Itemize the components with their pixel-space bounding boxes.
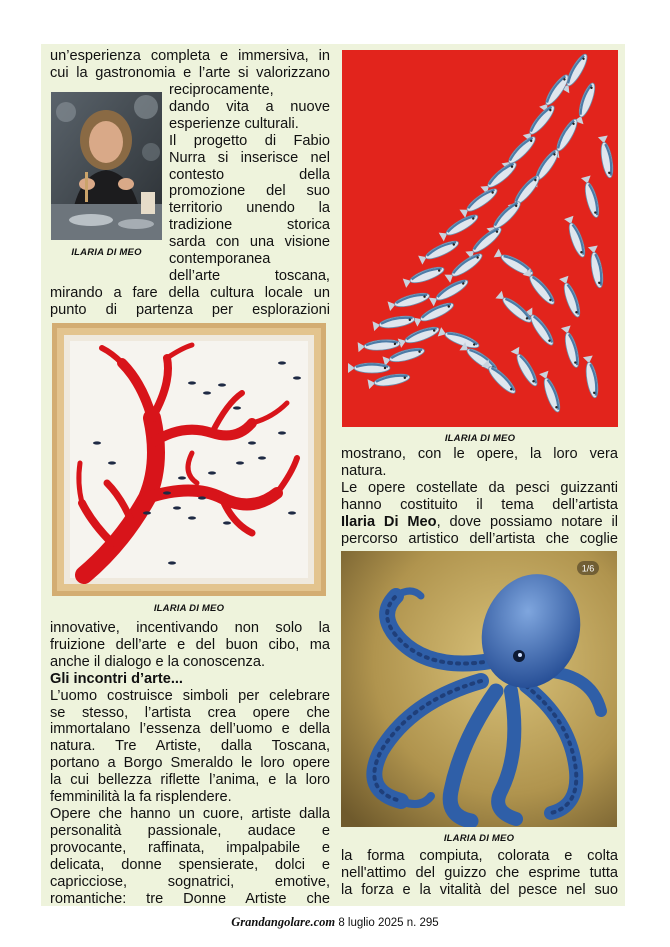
text-block-right-bottom <box>341 848 618 899</box>
text-line: natura. Tre Artiste, dalla Toscana, <box>50 738 330 755</box>
footer-issue: 8 luglio 2025 n. 295 <box>338 917 439 929</box>
footer-brand: Grandangolare.com <box>231 915 336 929</box>
text-line: mirando a fare della cultura locale un <box>50 285 330 301</box>
text-line: delicata, donne spensierate, dolci e <box>50 856 330 873</box>
text-line: L’uomo costruisce simboli per celebrare <box>50 687 330 704</box>
text-line: innovative, incentivando non solo la <box>50 620 330 636</box>
text-line: la forma compiuta, colorata e colta <box>341 848 618 864</box>
text-line: mostrano, con le opere, la loro vera <box>341 446 618 462</box>
footer <box>0 915 670 930</box>
text-line: capricciose, sognatrici, emotive, <box>50 873 330 890</box>
text-line: contesto della <box>169 166 330 183</box>
text-line: provocante, raffinata, impalpabile e <box>50 839 330 856</box>
octopus-painting <box>341 551 617 827</box>
text-line: promozione del suo <box>169 183 330 200</box>
text-line: femminilità la fa risplendere. <box>50 789 232 806</box>
text-line: Le opere costellate da pesci guizzanti <box>341 479 618 496</box>
text-line: cui la gastronomia e l’arte si valorizzano <box>50 64 330 81</box>
text-line: Opere che hanno un cuore, artiste dalla <box>50 805 330 822</box>
text-line: immortalano l’essenza dell’uomo e della <box>50 721 330 738</box>
slide-counter: 1/6 <box>581 563 595 574</box>
artist-name: Ilaria Di Meo <box>341 513 437 530</box>
text-line: reciprocamente, <box>169 82 274 98</box>
caption-fish: ILARIA DI MEO <box>444 433 516 444</box>
text-line: romantiche: tre Donne Artiste che <box>50 890 330 907</box>
text-fragment: , dove possiamo notare il <box>436 513 618 530</box>
text-line: nell'attimo del guizzo che esprime tutta <box>341 864 618 881</box>
coral-painting <box>52 323 326 596</box>
text-line: contemporanea <box>169 251 271 268</box>
text-line: sarda con una visione <box>169 234 330 251</box>
text-line: Il progetto di Fabio <box>169 132 330 149</box>
text-line: hanno costituito il tema dell’artista <box>341 496 618 513</box>
text-block-top-left <box>50 48 330 82</box>
text-block-wrap <box>169 82 330 285</box>
text-line: punto di partenza per esplorazioni <box>50 301 330 318</box>
text-line: percorso artistico dell’artista che coglie <box>341 530 618 547</box>
text-line: dando vita a nuove <box>169 98 330 115</box>
caption-octopus: ILARIA DI MEO <box>443 833 515 844</box>
text-line: la cui bellezza riflette l’anima, e la loro <box>50 772 330 789</box>
caption-coral: ILARIA DI MEO <box>153 603 225 614</box>
text-line: anche il dialogo e la conoscenza. <box>50 653 266 670</box>
text-line <box>341 514 618 531</box>
text-line: un’esperienza completa e immersiva, in <box>50 48 330 64</box>
text-line: natura. <box>341 462 387 479</box>
text-line: Nurra si inserisce nel <box>169 149 330 166</box>
text-line: territorio unendo la <box>169 200 330 217</box>
text-line: tradizione storica <box>169 217 330 234</box>
text-line: la forza e la vitalità del pesce nel suo <box>341 881 618 898</box>
text-block-right-mid <box>341 446 618 547</box>
text-line: dell’arte toscana, <box>169 267 330 284</box>
section-heading: Gli incontri d’arte... <box>50 670 183 687</box>
fish-painting <box>342 50 618 427</box>
caption-portrait: ILARIA DI MEO <box>71 247 142 258</box>
text-line: portano a Borgo Smeraldo le loro opere <box>50 755 330 772</box>
text-block-after-portrait <box>50 285 330 319</box>
text-line: esperienze culturali. <box>169 115 299 132</box>
text-block-bottom-left <box>50 620 330 907</box>
portrait-photo <box>51 92 162 240</box>
text-line: personalità passionale, audace e <box>50 822 330 839</box>
text-line: se stesso, l’artista crea opere che <box>50 704 330 721</box>
text-line: fruizione dell’arte e del buon cibo, ma <box>50 636 330 653</box>
